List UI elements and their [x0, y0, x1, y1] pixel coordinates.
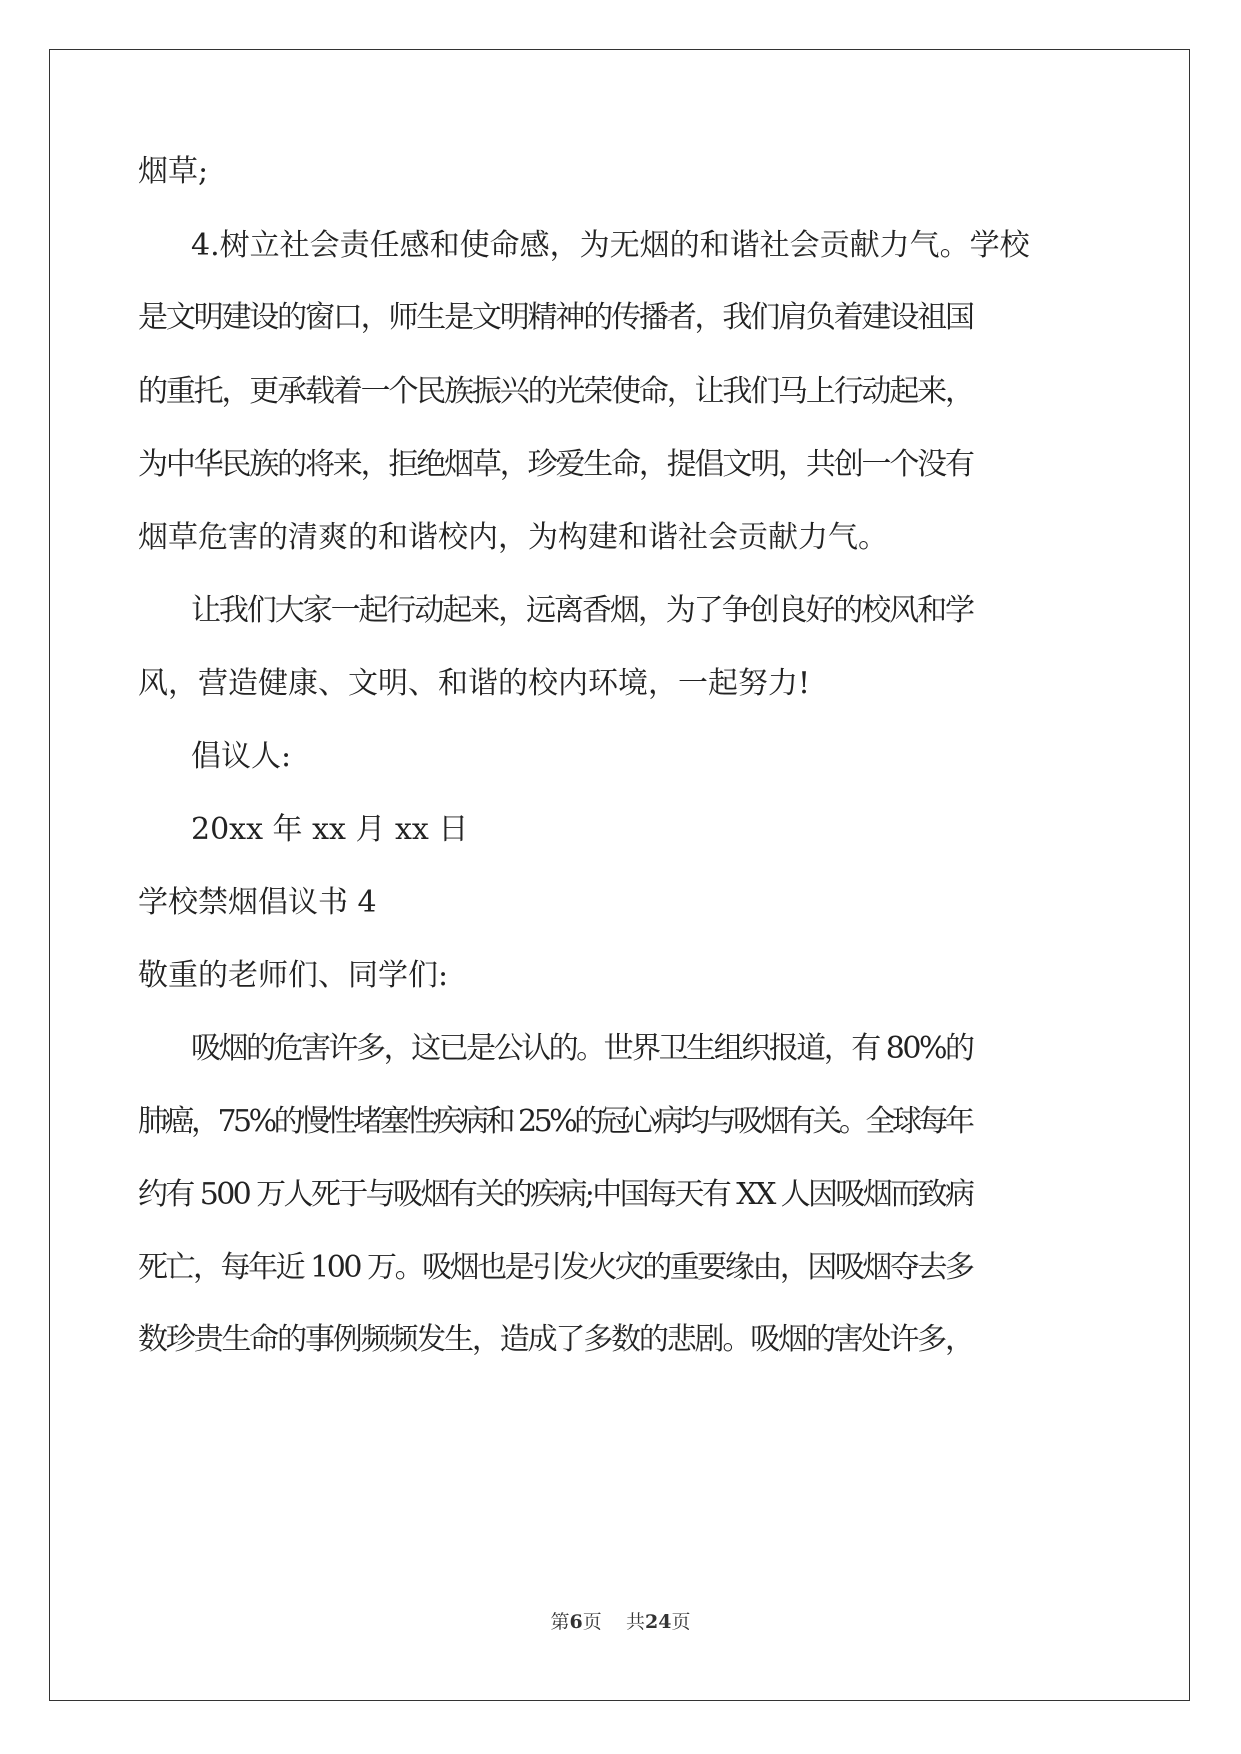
paragraph-text: 的重托，更承载着一个民族振兴的光荣使命，让我们马上行动起来，	[138, 374, 973, 409]
footer-total-prefix: 共	[625, 1611, 645, 1633]
paragraph-text: 烟草危害的清爽的和谐校内，为构建和谐社会贡献力气。	[138, 520, 888, 555]
paragraph-text: 肺癌，75%的慢性堵塞性疾病和 25%的冠心病均与吸烟有关。全球每年	[138, 1104, 972, 1139]
salutation: 敬重的老师们、同学们:	[138, 958, 449, 993]
paragraph-text: 数珍贵生命的事例频频发生，造成了多数的悲剧。吸烟的害处许多，	[138, 1322, 973, 1357]
page-border	[49, 49, 1190, 1701]
paragraph-text: 死亡，每年近 100 万。吸烟也是引发火灾的重要缘由，因吸烟夺去多	[138, 1250, 973, 1285]
paragraph-text: 风，营造健康、文明、和谐的校内环境，一起努力!	[138, 666, 811, 701]
paragraph-text: 让我们大家一起行动起来，远离香烟，为了争创良好的校风和学	[191, 593, 973, 628]
paragraph-text: 4.树立社会责任感和使命感，为无烟的和谐社会贡献力气。学校	[191, 228, 1030, 263]
paragraph-text: 烟草;	[138, 154, 209, 189]
paragraph-text: 约有 500 万人死于与吸烟有关的疾病;中国每天有 XX 人因吸烟而致病	[138, 1177, 973, 1212]
signer-label: 倡议人:	[191, 739, 292, 774]
footer-page-unit: 页	[582, 1611, 602, 1633]
footer-total-pages: 24	[644, 1611, 672, 1633]
date-line: 20xx 年 xx 月 xx 日	[191, 812, 469, 847]
paragraph-text: 吸烟的危害许多，这已是公认的。世界卫生组织报道，有 80%的	[191, 1031, 973, 1066]
footer-page-number: 6	[569, 1611, 583, 1633]
page-footer	[0, 1610, 1241, 1634]
section-title: 学校禁烟倡议书 4	[138, 885, 377, 920]
footer-total-unit: 页	[671, 1611, 691, 1633]
paragraph-text: 是文明建设的窗口，师生是文明精神的传播者，我们肩负着建设祖国	[138, 300, 973, 335]
paragraph-text: 为中华民族的将来，拒绝烟草，珍爱生命，提倡文明，共创一个没有	[138, 447, 973, 482]
footer-page-prefix: 第	[550, 1611, 570, 1633]
